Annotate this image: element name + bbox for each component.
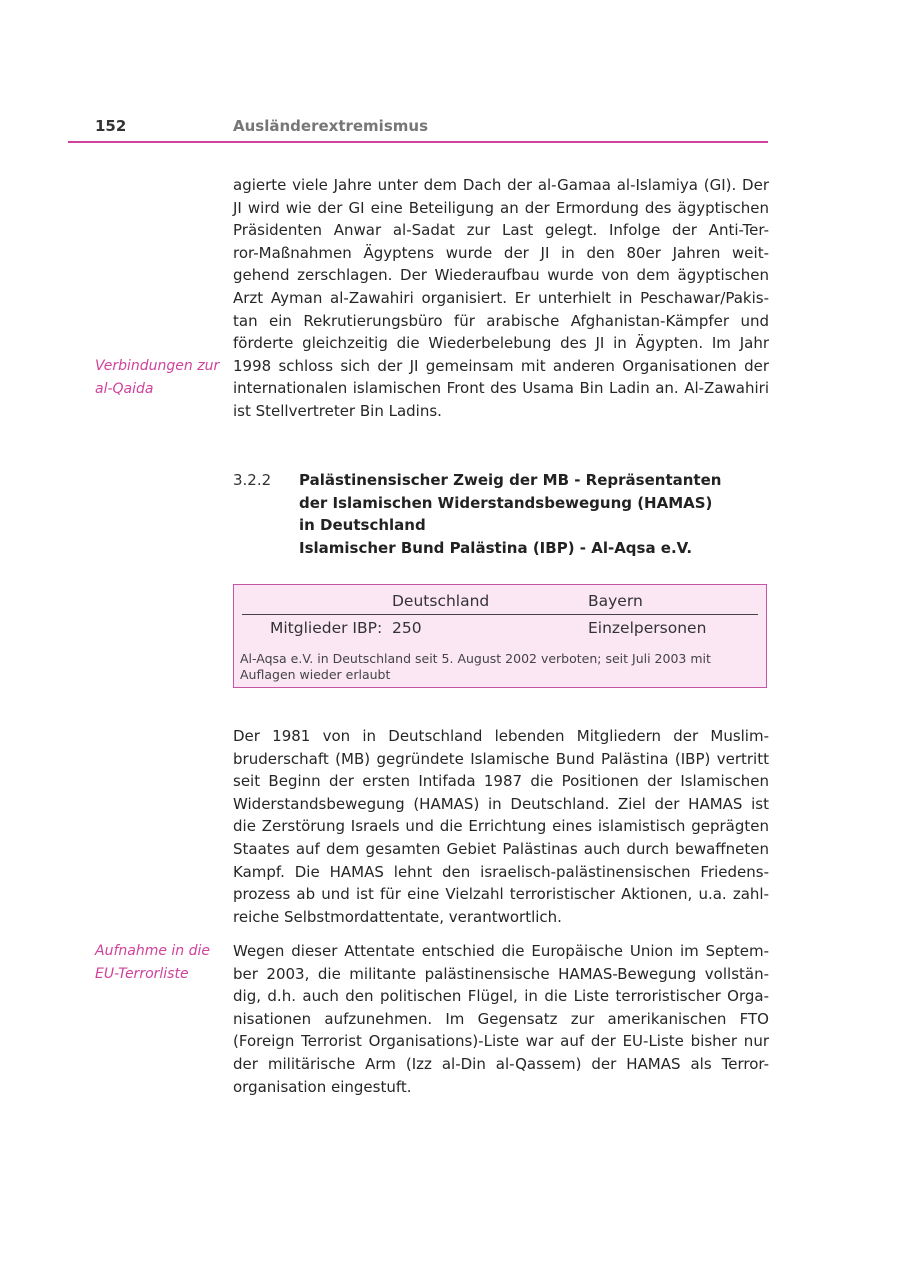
text-line: internationalen islamischen Front des Usama Bin Ladin an. Al-Zawahiri (233, 379, 769, 398)
membership-value-bavaria: Einzelpersonen (588, 619, 707, 637)
text-line: förderte gleichzeitig die Wiederbelebung des JI in Ägypten. Im Jahr (233, 334, 769, 353)
paragraph-eu-listing (233, 940, 769, 1098)
column-header-germany: Deutschland (392, 592, 490, 610)
text-line: Widerstandsbewegung (HAMAS) in Deutschland. Ziel der HAMAS ist (233, 794, 769, 813)
text-line: bruderschaft (MB) gegründete Islamische Bund Palästina (IBP) vertritt (233, 749, 769, 768)
info-box-rule (242, 614, 758, 615)
text-line: organisation eingestuft. (233, 1077, 412, 1096)
running-head: Ausländerextremismus (233, 117, 428, 135)
text-line: (Foreign Terrorist Organisations)-Liste war auf der EU-Liste bisher nur (233, 1032, 769, 1051)
text-line: prozess ab und ist für eine Vielzahl terroristischer Aktionen, u.a. zahl- (233, 885, 769, 904)
text-line: ror-Maßnahmen Ägyptens wurde der JI in den 80er Jahren weit- (233, 243, 769, 262)
text-line: nisationen aufzunehmen. Im Gegensatz zur amerikanischen FTO (233, 1009, 769, 1028)
text-line: Präsidenten Anwar al-Sadat zur Last gelegt. Infolge der Anti-Ter- (233, 221, 769, 240)
text-line: dig, d.h. auch den politischen Flügel, in die Liste terroristischer Orga- (233, 987, 769, 1006)
section-number: 3.2.2 (233, 471, 272, 489)
info-box-note (240, 651, 760, 683)
page-number: 152 (95, 117, 127, 135)
text-line: tan ein Rekrutierungsbüro für arabische Afghanistan-Kämpfer und (233, 311, 769, 330)
text-line: reiche Selbstmordattentate, verantwortlich. (233, 907, 562, 926)
text-line: Arzt Ayman al-Zawahiri organisiert. Er unterhielt in Peschawar/Pakis- (233, 288, 769, 307)
paragraph-ibp-hamas (233, 725, 769, 928)
margin-note-al-qaida (95, 355, 225, 400)
paragraph-jihad-history (233, 174, 769, 423)
text-line: gehend zerschlagen. Der Wiederaufbau wurde von dem ägyptischen (233, 266, 769, 285)
margin-note-eu-terror-list (95, 940, 225, 985)
text-line: Der 1981 von in Deutschland lebenden Mitgliedern der Muslim- (233, 727, 769, 745)
margin-note-line: EU-Terrorliste (95, 965, 189, 982)
section-title-line: der Islamischen Widerstandsbewegung (HAMAS) (299, 493, 713, 512)
header-rule (68, 141, 768, 143)
margin-note-line: Aufnahme in die (95, 943, 211, 959)
section-title-line: in Deutschland (299, 516, 426, 535)
info-box-note-line: Auflagen wieder erlaubt (240, 667, 391, 682)
text-line: seit Beginn der ersten Intifada 1987 die Positionen der Islamischen (233, 772, 769, 791)
text-line: Kampf. Die HAMAS lehnt den israelisch-palästinensischen Friedens- (233, 862, 769, 881)
membership-info-box (233, 584, 767, 688)
text-line: 1998 schloss sich der JI gemeinsam mit anderen Organisationen der (233, 356, 769, 375)
membership-value-germany: 250 (392, 619, 422, 637)
text-line: Wegen dieser Attentate entschied die Europäische Union im Septem- (233, 942, 769, 960)
margin-note-line: Verbindungen zur (95, 358, 220, 374)
membership-row-label: Mitglieder IBP: (270, 619, 383, 637)
text-line: der militärische Arm (Izz al-Din al-Qassem) der HAMAS als Terror- (233, 1054, 769, 1073)
text-line: JI wird wie der GI eine Beteiligung an der Ermordung des ägyptischen (233, 198, 769, 217)
text-line: die Zerstörung Israels und die Errichtung eines islamistisch geprägten (233, 817, 769, 836)
margin-note-line: al-Qaida (95, 380, 154, 397)
info-box-note-line: Al-Aqsa e.V. in Deutschland seit 5. August 2002 verboten; seit Juli 2003 mit (240, 651, 711, 666)
column-header-bavaria: Bayern (588, 592, 643, 610)
text-line: Staates auf dem gesamten Gebiet Palästinas auch durch bewaffneten (233, 839, 769, 858)
text-line: ist Stellvertreter Bin Ladins. (233, 401, 442, 420)
section-title-line: Islamischer Bund Palästina (IBP) - Al-Aqsa e.V. (299, 538, 693, 557)
section-title-line: Palästinensischer Zweig der MB - Repräsentanten (299, 471, 722, 489)
text-line: agierte viele Jahre unter dem Dach der al-Gamaa al-Islamiya (GI). Der (233, 176, 769, 194)
section-title (299, 469, 769, 559)
text-line: ber 2003, die militante palästinensische HAMAS-Bewegung vollstän- (233, 964, 769, 983)
